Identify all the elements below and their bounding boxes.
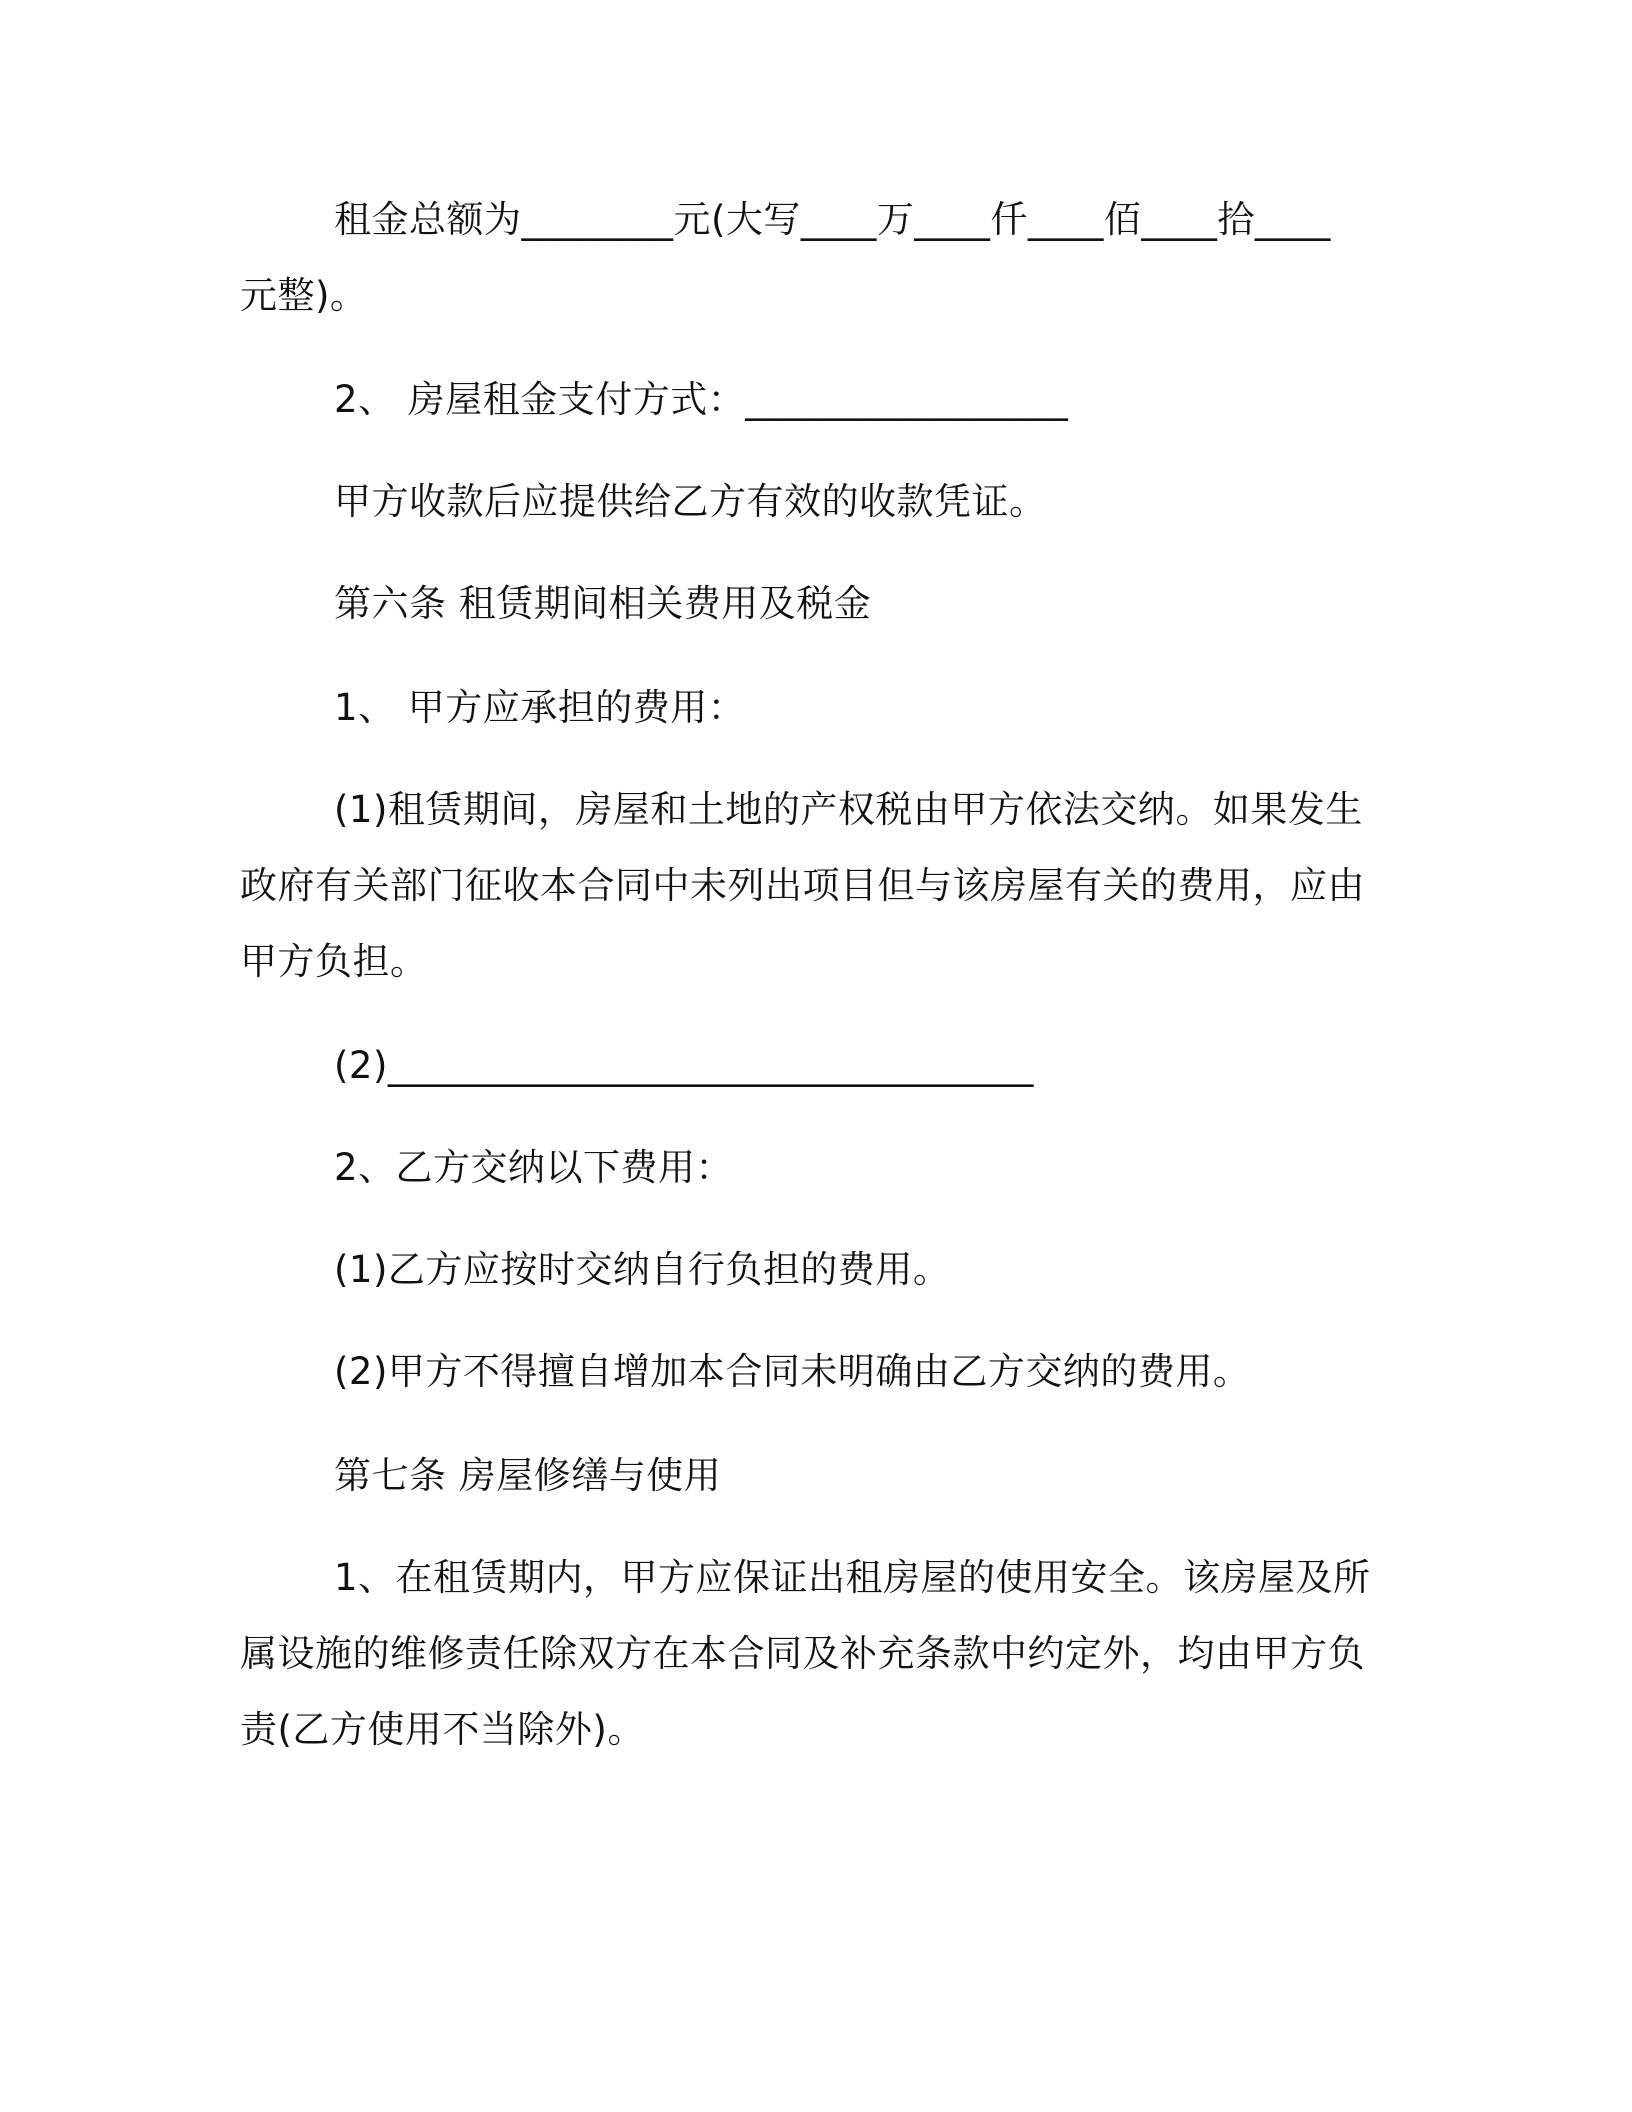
- party-a-fee-item-1-line-2: 政府有关部门征收本合同中未列出项目但与该房屋有关的费用，应由: [240, 864, 1365, 907]
- article-six-heading: 第六条 租赁期间相关费用及税金: [334, 582, 872, 625]
- repair-clause-line-3: 责(乙方使用不当除外)。: [240, 1708, 645, 1751]
- party-b-fee-item-2: (2)甲方不得擅自增加本合同未明确由乙方交纳的费用。: [334, 1350, 1251, 1393]
- article-seven-heading: 第七条 房屋修缮与使用: [334, 1454, 722, 1497]
- party-b-fees-heading: 2、乙方交纳以下费用：: [334, 1146, 734, 1189]
- party-a-fee-item-1-line-1: (1)租赁期间，房屋和土地的产权税由甲方依法交纳。如果发生: [334, 788, 1363, 831]
- rent-total-line-continued: 元整)。: [240, 274, 368, 317]
- receipt-line: 甲方收款后应提供给乙方有效的收款凭证。: [334, 480, 1047, 523]
- repair-clause-line-2: 属设施的维修责任除双方在本合同及补充条款中约定外，均由甲方负: [240, 1632, 1365, 1675]
- party-a-fee-item-1-line-3: 甲方负担。: [240, 940, 428, 983]
- repair-clause-line-1: 1、在租赁期内，甲方应保证出租房屋的使用安全。该房屋及所: [334, 1556, 1371, 1599]
- party-b-fee-item-1: (1)乙方应按时交纳自行负担的费用。: [334, 1248, 951, 1291]
- rent-total-line: 租金总额为________元(大写____万____仟____佰____拾____: [334, 198, 1331, 241]
- payment-method-line: 2、 房屋租金支付方式：_________________: [334, 378, 1069, 421]
- party-a-fees-heading: 1、 甲方应承担的费用：: [334, 686, 746, 729]
- party-a-fee-item-2: (2)__________________________________: [334, 1044, 1034, 1087]
